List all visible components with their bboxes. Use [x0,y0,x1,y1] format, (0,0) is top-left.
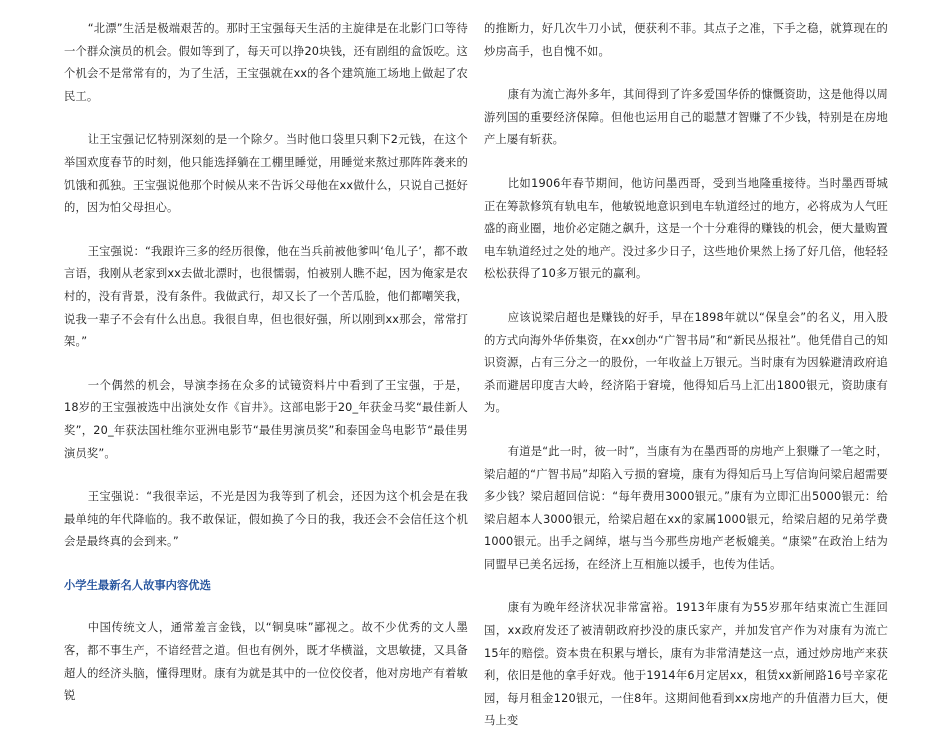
paragraph: 康有为流亡海外多年，其间得到了许多爱国华侨的慷慨资助，这是他得以周游列国的重要经济保障。但他也运用自己的聪慧才智赚了不少钱，特别是在房地产上屡有斩获。 [484,88,888,147]
paragraph: 让王宝强记忆特别深刻的是一个除夕。当时他口袋里只剩下2元钱，在这个举国欢度春节的时刻，他只能选择躺在工棚里睡觉，用睡觉来熬过那阵阵袭来的饥饿和孤独。王宝强说他那个时候从来不告诉父母他在xx做什么，只说自己挺好的，因为怕父母担心。 [64,133,468,215]
paragraph: 有道是“此一时，彼一时”，当康有为在墨西哥的房地产上狠赚了一笔之时，梁启超的“广智书局”却陷入亏损的窘境，康有为得知后马上写信询问梁启超需要多少钱？梁启超回信说：“每年费用3000银元。”康有为立即汇出5000银元：给梁启超本人3000银元，给梁启超在xx的家属1000银元，给梁启超的兄弟学费1000银元。出手之阔绰，堪与当今那些房地产老板媲美。“康梁”在政治上结为同盟早已美名远扬，在经济上互相施以援手，也传为佳话。 [484,444,888,571]
section-heading: 小学生最新名人故事内容优选 [64,578,211,592]
right-column [484,18,888,754]
paragraph: 王宝强说：“我很幸运，不光是因为我等到了机会，还因为这个机会是在我最单纯的年代降临的。我不敢保证，假如换了今日的我，我还会不会信任这个机会是最终真的会到来。” [64,490,468,549]
paragraph: 康有为晚年经济状况非常富裕。1913年康有为55岁那年结束流亡生涯回国，xx政府发还了被清朝政府抄没的康氏家产，并加发官产作为对康有为流亡15年的赔偿。资本贵在积累与增长，康有为非常清楚这一点，通过炒房地产来获利，依旧是他的拿手好戏。他于1914年6月定居xx，租赁xx新闸路16号辛家花园，每月租金120银元，一住8年。这期间他看到xx房地产的升值潜力巨大，便马上变 [484,601,888,728]
paragraph: 应该说梁启超也是赚钱的好手，早在1898年就以“保皇会”的名义，用入股的方式向海外华侨集资，在xx创办“广智书局”和“新民丛报社”。他凭借自己的知识资源，占有三分之一的股份，一年收益上万银元。当时康有为因躲避清政府追杀而避居印度吉大岭，经济陷于窘境，他得知后马上汇出1800银元，资助康有为。 [484,310,888,415]
paragraph: “北漂”生活是极端艰苦的。那时王宝强每天生活的主旋律是在北影门口等待一个群众演员的机会。假如等到了，每天可以挣20块钱，还有剧组的盒饭吃。这个机会不是常常有的，为了生活，王宝强就在xx的各个建筑施工场地上做起了农民工。 [64,22,468,103]
paragraph: 一个偶然的机会，导演李扬在众多的试镜资料片中看到了王宝强，于是，18岁的王宝强被选中出演处女作《盲井》。这部电影于20_年获金马奖“最佳新人奖”，20_年获法国杜维尔亚洲电影节“最佳男演员奖”和泰国金鸟电影节“最佳男演员奖”。 [64,378,468,460]
paragraph-continuation: 的推断力，好几次牛刀小试，便获利不菲。其点子之准，下手之稳，就算现在的炒房高手，也自愧不如。 [484,22,888,58]
paragraph: 王宝强说：“我跟许三多的经历很像，他在当兵前被他爹叫‘龟儿子’，都不敢言语，我刚从老家到xx去做北漂时，也很懦弱，怕被别人瞧不起，因为俺家是农村的，没有背景，没有条件。我做武行，却又长了一个苦瓜脸，他们都嘲笑我，说我一辈子不会有什么出息。我很自卑，但也很好强，所以刚到xx那会，常常打架。” [64,244,468,349]
left-column [64,18,468,729]
paragraph: 中国传统文人，通常羞言金钱，以“铜臭味”鄙视之。故不少优秀的文人墨客，都不事生产，不谙经营之道。但也有例外，既才华横溢，文思敏捷，又具备超人的经济头脑，懂得理财。康有为就是其中的一位佼佼者，他对房地产有着敏锐 [64,621,468,703]
paragraph: 比如1906年春节期间，他访问墨西哥，受到当地隆重接待。当时墨西哥城正在筹款修筑有轨电车，他敏锐地意识到电车轨道经过的地方，必将成为人气旺盛的商业圈，地价必定随之飙升，这是一个十分难得的赚钱的机会，便大量购置电车轨道经过之处的地产。没过多少日子，这些地价果然上扬了好几倍，他轻轻松松获得了10多万银元的赢利。 [484,176,888,281]
